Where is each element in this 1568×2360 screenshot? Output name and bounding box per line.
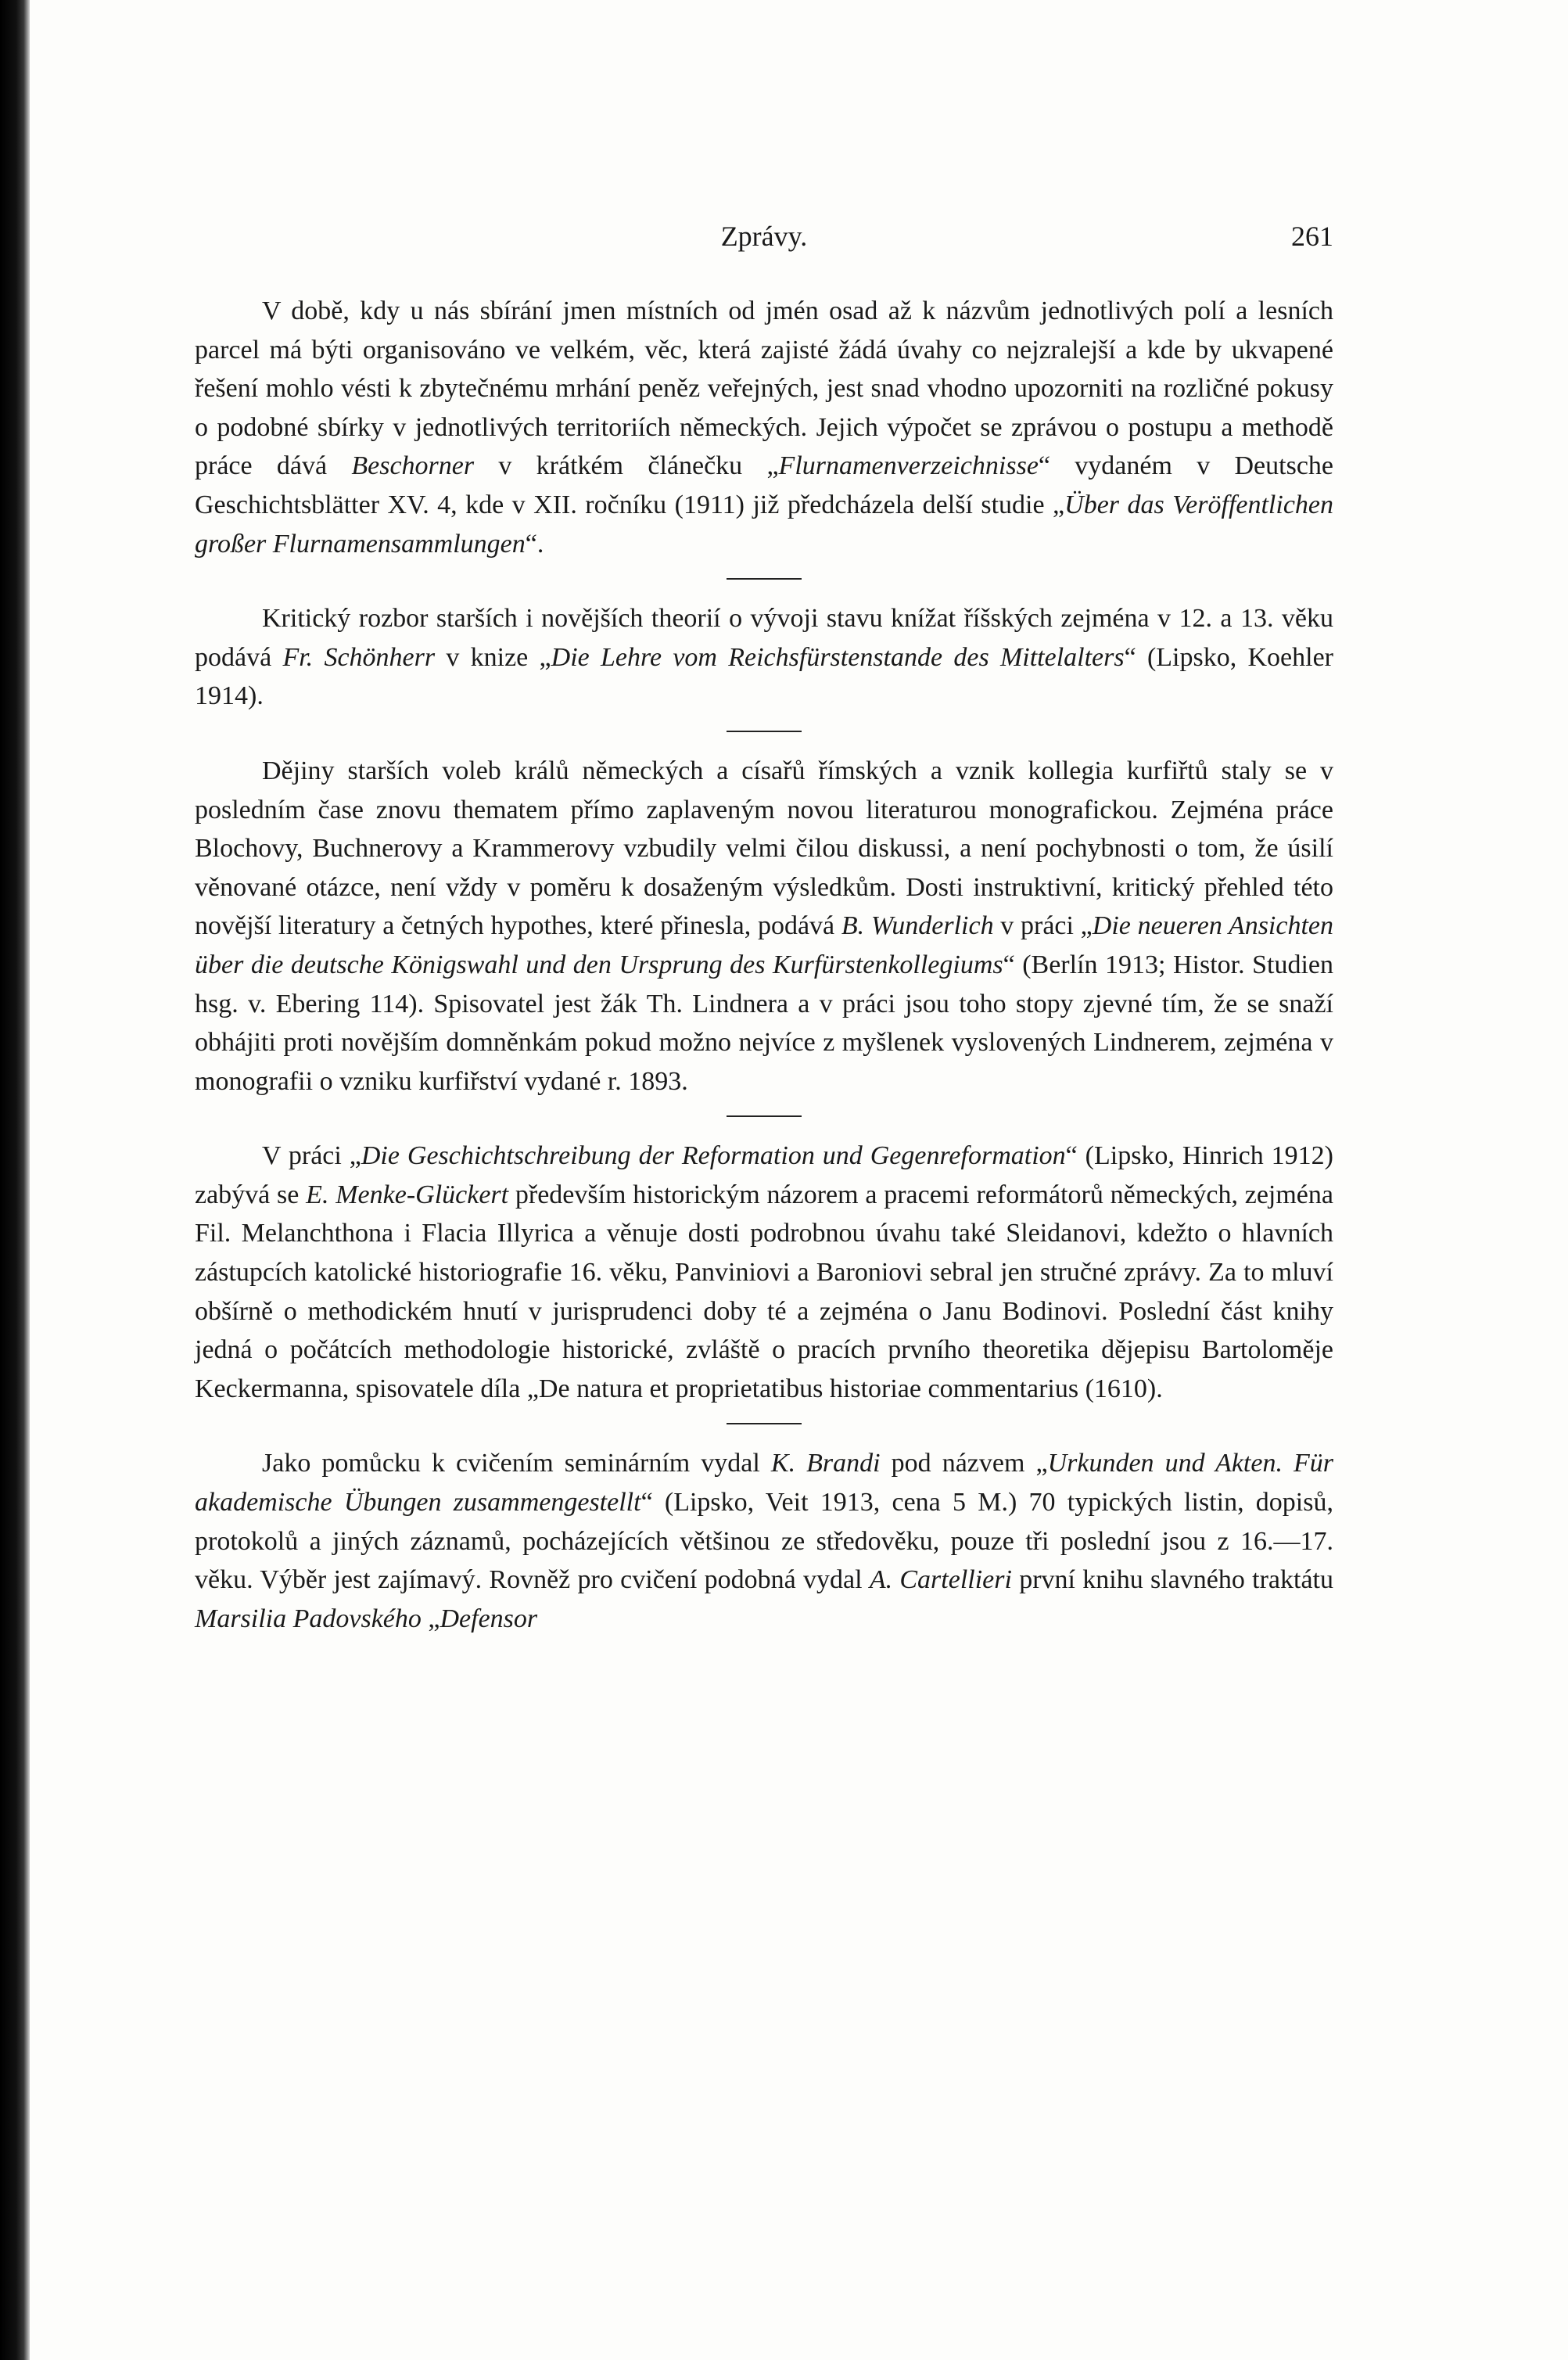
book-page (30, 0, 1568, 2360)
paragraph-urkunden: Jako pomůcku k cvičením seminárním vydal K. Brandi pod názvem „Urkunden und Akten. Für akademische Übungen zusammengestellt“ (Lipsko, Veit 1913, cena 5 M.) 70 typických listin, dopisů, protokolů a jiných záznamů, pocházejících většinou ze středověku, pouze tři poslední jsou z 16.—17. věku. Výběr jest zajímavý. Rovněž pro cvičení podobná vydal A. Cartellieri první knihu slavného traktátu Marsilia Padovského „Defensor (195, 1449, 1334, 1633)
running-header (195, 217, 1333, 257)
page-content (195, 217, 1333, 1638)
page-number: 261 (1291, 221, 1333, 252)
paragraph-reformation: V práci „Die Geschichtschreibung der Reformation und Gegenreformation“ (Lipsko, Hinrich 1912) zabývá se E. Menke-Glückert především historickým názorem a pracemi reformátorů německých, zejména Fil. Melanchthona i Flacia Illyrica a věnuje dosti podrobnou úvahu také Sleidanovi, kdežto o hlavních zástupcích katolické historiografie 16. věku, Panviniovi a Baroniovi sebral jen stručné zprávy. Za to mluví obšírně o methodickém hnutí v jurisprudenci doby té a zejména o Janu Bodinovi. Poslední část knihy jedná o počátcích methodologie historické, zvláště o pracích prvního theoretika dějepisu Bartoloměje Keckermanna, spisovatele díla „De natura et proprietatibus historiae commentarius (1610). (195, 1141, 1333, 1403)
section-divider (727, 1423, 802, 1424)
paragraph-koenigswahl: Dějiny starších voleb králů německých a císařů římských a vznik kollegia kurfiřtů staly se v posledním čase znovu thematem přímo zaplaveným novou literaturou monografickou. Zejména práce Blochovy, Buchnerovy a Krammerovy vzbudily velmi čilou diskussi, a není pochybnosti o tom, že úsilí věnované otázce, není vždy v poměru k dosaženým výsledkům. Dosti instruktivní, kritický přehled této novější literatury a četných hypothes, které přinesla, podává B. Wunderlich v práci „Die neueren Ansichten über die deutsche Königswahl und den Ursprung des Kurfürstenkollegiums“ (Berlín 1913; Histor. Studien hsg. v. Ebering 114). Spisovatel jest žák Th. Lindnera a v práci jsou toho stopy zjevné tím, že se snaží obhájiti proti novějším domněnkám pokud možno nejvíce z myšlenek vyslovených Lindnerem, zejména v monografii o vzniku kurfiřství vydané r. 1893. (195, 756, 1333, 1096)
section-divider (727, 731, 802, 732)
paragraph-flurnamen: V době, kdy u nás sbírání jmen místních od jmén osad až k názvům jednotlivých polí a lesních parcel má býti organisováno ve velkém, věc, která zajisté žádá úvahy co nejzralejší a kde by ukvapené řešení mohlo vésti k zbytečnému mrhání peněz veřejných, jest snad vhodno upozorniti na rozličné pokusy o podobné sbírky v jednotlivých territoriích německých. Jejich výpočet se zprávou o postupu a methodě práce dává Beschorner v krátkém článečku „Flurnamenverzeichnisse“ vydaném v Deutsche Geschichtsblätter XV. 4, kde v XII. ročníku (1911) již předcházela delší studie „Über das Veröffentlichen großer Flurnamensammlungen“. (195, 296, 1333, 559)
section-divider (727, 1115, 802, 1117)
section-divider (727, 578, 802, 580)
running-title: Zprávy. (720, 221, 808, 252)
book-spine-shadow (0, 0, 30, 2360)
paragraph-reichsfuersten: Kritický rozbor starších i novějších theorií o vývoji stavu knížat říšských zejména v 12. a 13. věku podává Fr. Schönherr v knize „Die Lehre vom Reichsfürstenstande des Mittelalters“ (Lipsko, Koehler 1914). (195, 604, 1333, 711)
